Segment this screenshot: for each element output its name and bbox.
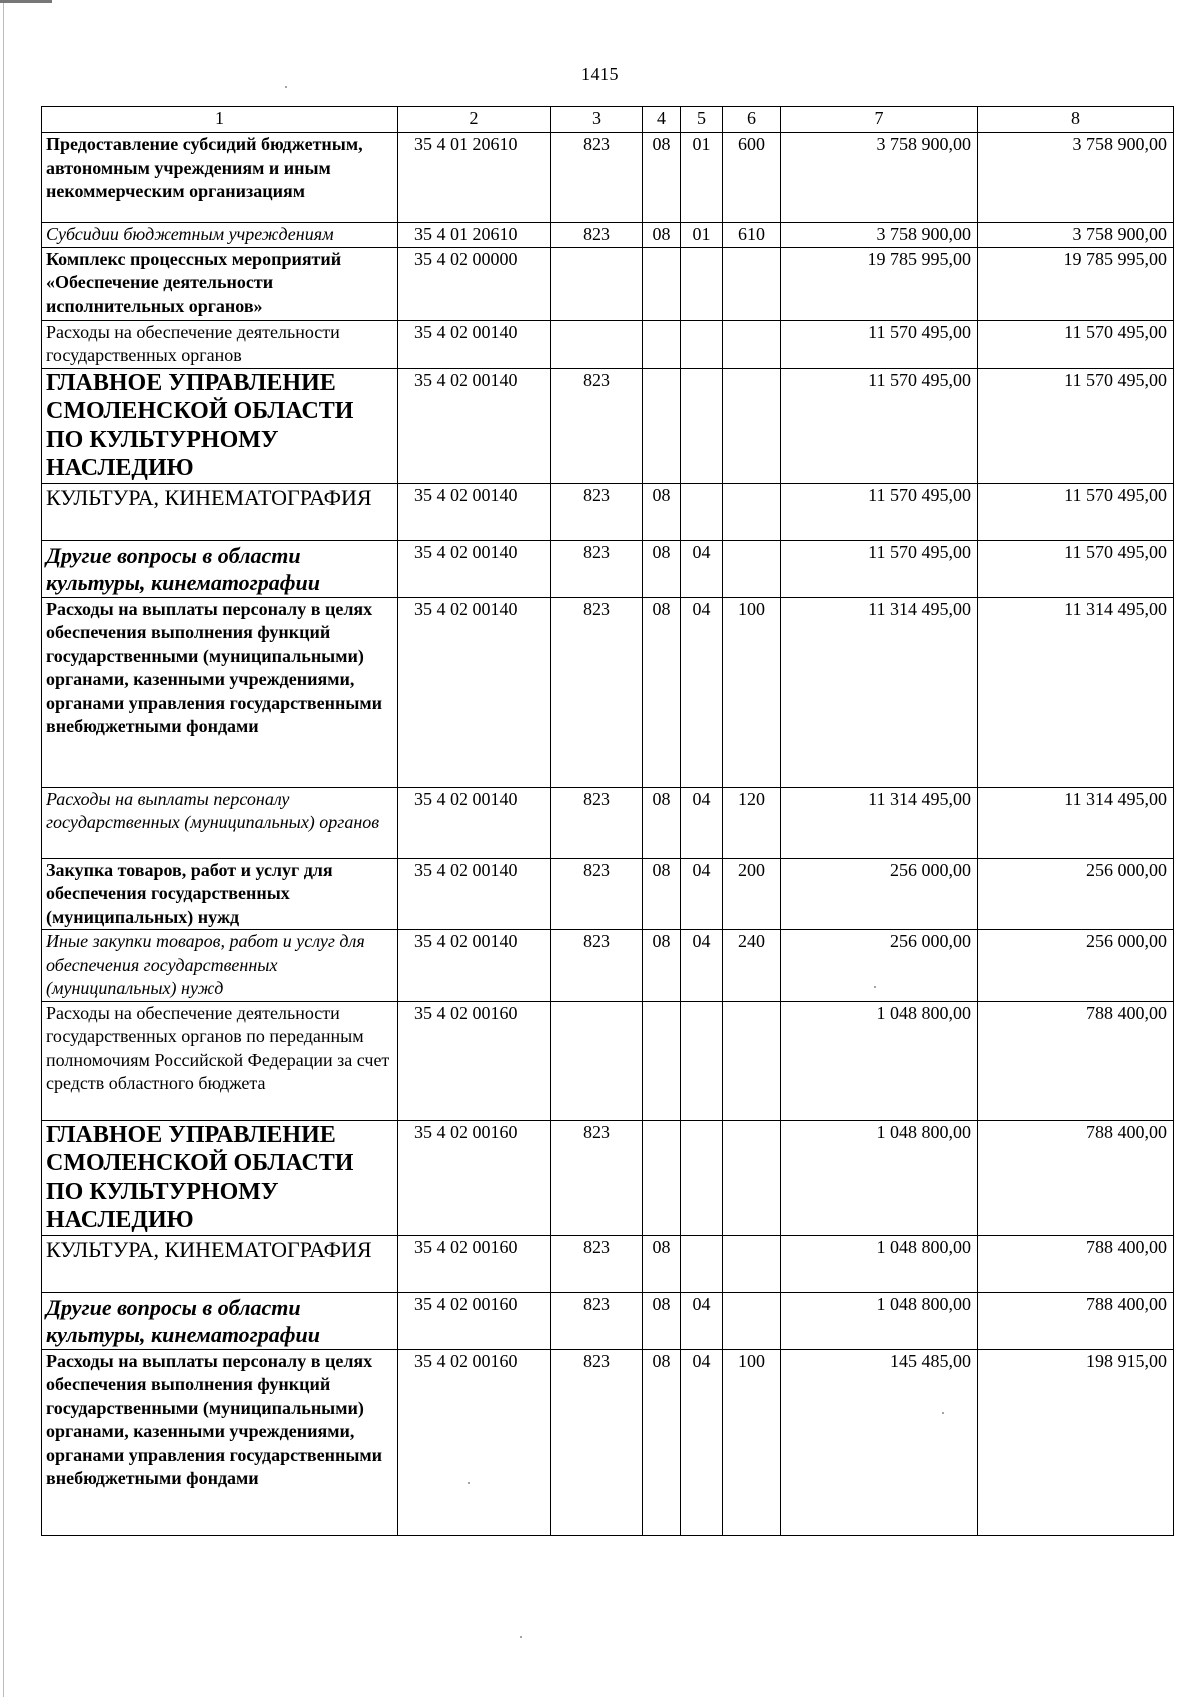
expense-type-code-cell: 100 <box>723 597 781 787</box>
amount-cell-year2: 11 570 495,00 <box>978 368 1174 483</box>
section-code-cell <box>643 247 681 320</box>
table-row <box>42 930 1174 1002</box>
table-body <box>42 133 1174 1536</box>
subsection-code-cell <box>681 1120 723 1235</box>
row-name-cell: Другие вопросы в области культуры, кинематографии <box>42 540 398 597</box>
subsection-code-cell: 04 <box>681 930 723 1002</box>
table-row <box>42 1120 1174 1235</box>
section-code-cell: 08 <box>643 787 681 858</box>
amount-cell-year2: 11 314 495,00 <box>978 787 1174 858</box>
row-name-cell: Предоставление субсидий бюджетным, автономным учреждениям и иным некоммерческим организациям <box>42 133 398 223</box>
grbs-code-cell: 823 <box>551 1292 643 1349</box>
section-code-cell: 08 <box>643 1235 681 1292</box>
header-cell-col1: 1 <box>42 107 398 133</box>
amount-cell-year1: 11 314 495,00 <box>781 597 978 787</box>
target-article-code-cell: 35 4 02 00140 <box>398 320 551 368</box>
expense-type-code-cell: 200 <box>723 858 781 930</box>
target-article-code-cell: 35 4 02 00140 <box>398 368 551 483</box>
section-code-cell <box>643 368 681 483</box>
grbs-code-cell <box>551 247 643 320</box>
header-cell-col6: 6 <box>723 107 781 133</box>
row-name-cell: КУЛЬТУРА, КИНЕМАТОГРАФИЯ <box>42 1235 398 1292</box>
expense-type-code-cell <box>723 1235 781 1292</box>
scan-speck <box>520 1636 522 1638</box>
expense-type-code-cell: 120 <box>723 787 781 858</box>
row-name-cell: Расходы на выплаты персоналу государственных (муниципальных) органов <box>42 787 398 858</box>
section-code-cell: 08 <box>643 540 681 597</box>
table-row <box>42 133 1174 223</box>
amount-cell-year1: 11 314 495,00 <box>781 787 978 858</box>
target-article-code-cell: 35 4 01 20610 <box>398 223 551 248</box>
page-number: 1415 <box>581 64 619 84</box>
target-article-code-cell: 35 4 02 00160 <box>398 1349 551 1535</box>
amount-cell-year1: 1 048 800,00 <box>781 1120 978 1235</box>
subsection-code-cell: 04 <box>681 540 723 597</box>
table-row <box>42 540 1174 597</box>
subsection-code-cell <box>681 483 723 540</box>
target-article-code-cell: 35 4 02 00160 <box>398 1120 551 1235</box>
table-row <box>42 483 1174 540</box>
table-row <box>42 1235 1174 1292</box>
section-code-cell <box>643 1001 681 1120</box>
section-code-cell <box>643 320 681 368</box>
table-row <box>42 247 1174 320</box>
amount-cell-year2: 11 570 495,00 <box>978 320 1174 368</box>
header-cell-col8: 8 <box>978 107 1174 133</box>
subsection-code-cell <box>681 320 723 368</box>
amount-cell-year1: 3 758 900,00 <box>781 133 978 223</box>
subsection-code-cell <box>681 1235 723 1292</box>
grbs-code-cell: 823 <box>551 597 643 787</box>
subsection-code-cell: 04 <box>681 597 723 787</box>
amount-cell-year1: 3 758 900,00 <box>781 223 978 248</box>
amount-cell-year1: 256 000,00 <box>781 858 978 930</box>
table-row <box>42 223 1174 248</box>
scan-margin-line <box>3 0 4 1697</box>
grbs-code-cell <box>551 1001 643 1120</box>
subsection-code-cell: 04 <box>681 1349 723 1535</box>
amount-cell-year2: 11 570 495,00 <box>978 540 1174 597</box>
expense-type-code-cell: 610 <box>723 223 781 248</box>
row-name-cell: Субсидии бюджетным учреждениям <box>42 223 398 248</box>
amount-cell-year2: 256 000,00 <box>978 858 1174 930</box>
target-article-code-cell: 35 4 02 00160 <box>398 1001 551 1120</box>
expense-type-code-cell <box>723 1120 781 1235</box>
expense-type-code-cell <box>723 247 781 320</box>
expense-type-code-cell <box>723 540 781 597</box>
grbs-code-cell: 823 <box>551 930 643 1002</box>
amount-cell-year2: 198 915,00 <box>978 1349 1174 1535</box>
target-article-code-cell: 35 4 02 00160 <box>398 1292 551 1349</box>
amount-cell-year2: 19 785 995,00 <box>978 247 1174 320</box>
row-name-cell: ГЛАВНОЕ УПРАВЛЕНИЕ СМОЛЕНСКОЙ ОБЛАСТИ ПО КУЛЬТУРНОМУ НАСЛЕДИЮ <box>42 1120 398 1235</box>
row-name-cell: КУЛЬТУРА, КИНЕМАТОГРАФИЯ <box>42 483 398 540</box>
target-article-code-cell: 35 4 02 00140 <box>398 930 551 1002</box>
amount-cell-year1: 256 000,00 <box>781 930 978 1002</box>
expense-type-code-cell: 600 <box>723 133 781 223</box>
row-name-cell: Расходы на обеспечение деятельности государственных органов по переданным полномочиям Российской Федерации за счет средств областного бюджета <box>42 1001 398 1120</box>
scan-speck <box>285 86 287 88</box>
budget-table <box>41 106 1174 1536</box>
target-article-code-cell: 35 4 02 00140 <box>398 787 551 858</box>
amount-cell-year2: 256 000,00 <box>978 930 1174 1002</box>
subsection-code-cell <box>681 368 723 483</box>
row-name-cell: Иные закупки товаров, работ и услуг для обеспечения государственных (муниципальных) нужд <box>42 930 398 1002</box>
header-cell-col7: 7 <box>781 107 978 133</box>
amount-cell-year1: 11 570 495,00 <box>781 320 978 368</box>
amount-cell-year1: 11 570 495,00 <box>781 483 978 540</box>
subsection-code-cell: 04 <box>681 858 723 930</box>
section-code-cell: 08 <box>643 930 681 1002</box>
grbs-code-cell: 823 <box>551 133 643 223</box>
row-name-cell: Расходы на выплаты персоналу в целях обеспечения выполнения функций государственными (муниципальными) органами, казенными учреждениями, органами управления государственными внебюджетными фондами <box>42 1349 398 1535</box>
amount-cell-year1: 1 048 800,00 <box>781 1001 978 1120</box>
header-row <box>42 107 1174 133</box>
table-row <box>42 368 1174 483</box>
expense-type-code-cell: 100 <box>723 1349 781 1535</box>
grbs-code-cell: 823 <box>551 1120 643 1235</box>
target-article-code-cell: 35 4 02 00000 <box>398 247 551 320</box>
table-row <box>42 1001 1174 1120</box>
subsection-code-cell: 04 <box>681 1292 723 1349</box>
grbs-code-cell: 823 <box>551 1349 643 1535</box>
target-article-code-cell: 35 4 01 20610 <box>398 133 551 223</box>
row-name-cell: Закупка товаров, работ и услуг для обеспечения государственных (муниципальных) нужд <box>42 858 398 930</box>
amount-cell-year2: 788 400,00 <box>978 1292 1174 1349</box>
grbs-code-cell: 823 <box>551 787 643 858</box>
target-article-code-cell: 35 4 02 00140 <box>398 540 551 597</box>
row-name-cell: ГЛАВНОЕ УПРАВЛЕНИЕ СМОЛЕНСКОЙ ОБЛАСТИ ПО КУЛЬТУРНОМУ НАСЛЕДИЮ <box>42 368 398 483</box>
subsection-code-cell: 04 <box>681 787 723 858</box>
row-name-cell: Другие вопросы в области культуры, кинематографии <box>42 1292 398 1349</box>
grbs-code-cell: 823 <box>551 223 643 248</box>
amount-cell-year2: 788 400,00 <box>978 1120 1174 1235</box>
section-code-cell: 08 <box>643 223 681 248</box>
amount-cell-year1: 145 485,00 <box>781 1349 978 1535</box>
amount-cell-year1: 1 048 800,00 <box>781 1235 978 1292</box>
amount-cell-year2: 3 758 900,00 <box>978 223 1174 248</box>
expense-type-code-cell: 240 <box>723 930 781 1002</box>
section-code-cell: 08 <box>643 483 681 540</box>
header-cell-col5: 5 <box>681 107 723 133</box>
section-code-cell: 08 <box>643 133 681 223</box>
amount-cell-year2: 788 400,00 <box>978 1235 1174 1292</box>
table-row <box>42 597 1174 787</box>
header-cell-col2: 2 <box>398 107 551 133</box>
grbs-code-cell: 823 <box>551 483 643 540</box>
amount-cell-year1: 1 048 800,00 <box>781 1292 978 1349</box>
subsection-code-cell <box>681 247 723 320</box>
subsection-code-cell <box>681 1001 723 1120</box>
grbs-code-cell <box>551 320 643 368</box>
target-article-code-cell: 35 4 02 00140 <box>398 483 551 540</box>
target-article-code-cell: 35 4 02 00140 <box>398 597 551 787</box>
target-article-code-cell: 35 4 02 00140 <box>398 858 551 930</box>
grbs-code-cell: 823 <box>551 858 643 930</box>
section-code-cell: 08 <box>643 1292 681 1349</box>
expense-type-code-cell <box>723 1001 781 1120</box>
table-row <box>42 858 1174 930</box>
table-row <box>42 787 1174 858</box>
expense-type-code-cell <box>723 320 781 368</box>
section-code-cell: 08 <box>643 858 681 930</box>
expense-type-code-cell <box>723 1292 781 1349</box>
target-article-code-cell: 35 4 02 00160 <box>398 1235 551 1292</box>
header-cell-col4: 4 <box>643 107 681 133</box>
amount-cell-year2: 11 570 495,00 <box>978 483 1174 540</box>
row-name-cell: Расходы на обеспечение деятельности государственных органов <box>42 320 398 368</box>
amount-cell-year1: 11 570 495,00 <box>781 540 978 597</box>
amount-cell-year2: 3 758 900,00 <box>978 133 1174 223</box>
expense-type-code-cell <box>723 368 781 483</box>
table-row <box>42 1349 1174 1535</box>
scan-smudge <box>0 0 52 3</box>
section-code-cell <box>643 1120 681 1235</box>
row-name-cell: Комплекс процессных мероприятий «Обеспечение деятельности исполнительных органов» <box>42 247 398 320</box>
amount-cell-year1: 19 785 995,00 <box>781 247 978 320</box>
grbs-code-cell: 823 <box>551 540 643 597</box>
grbs-code-cell: 823 <box>551 1235 643 1292</box>
header-cell-col3: 3 <box>551 107 643 133</box>
grbs-code-cell: 823 <box>551 368 643 483</box>
row-name-cell: Расходы на выплаты персоналу в целях обеспечения выполнения функций государственными (муниципальными) органами, казенными учреждениями, органами управления государственными внебюджетными фондами <box>42 597 398 787</box>
table-row <box>42 320 1174 368</box>
amount-cell-year2: 788 400,00 <box>978 1001 1174 1120</box>
table-row <box>42 1292 1174 1349</box>
subsection-code-cell: 01 <box>681 223 723 248</box>
amount-cell-year1: 11 570 495,00 <box>781 368 978 483</box>
section-code-cell: 08 <box>643 1349 681 1535</box>
expense-type-code-cell <box>723 483 781 540</box>
section-code-cell: 08 <box>643 597 681 787</box>
subsection-code-cell: 01 <box>681 133 723 223</box>
amount-cell-year2: 11 314 495,00 <box>978 597 1174 787</box>
